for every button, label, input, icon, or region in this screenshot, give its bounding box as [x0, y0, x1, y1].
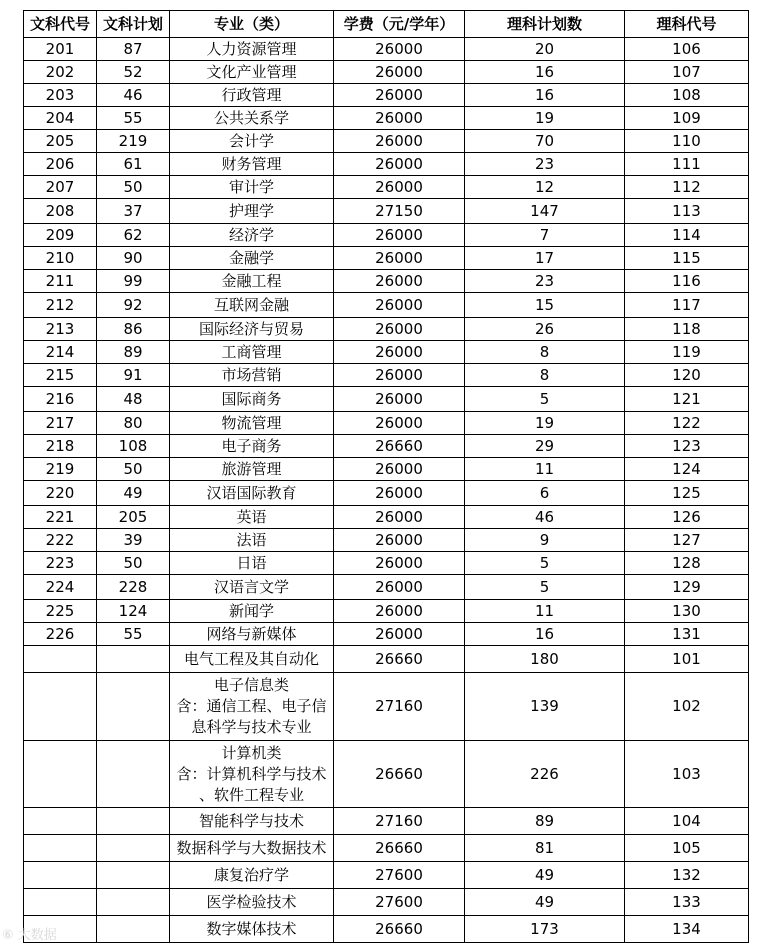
major-line: 会计学 [228, 131, 274, 150]
major-line: 互联网金融 [213, 295, 289, 314]
wk-code-cell [24, 673, 97, 741]
lk-code-cell: 119 [625, 341, 749, 364]
major-line: 汉语言文学 [213, 577, 289, 596]
major-line: 文化产业管理 [206, 62, 297, 81]
table-row [24, 481, 749, 506]
major-cell [170, 862, 334, 889]
lk-code-cell: 120 [625, 364, 749, 387]
table-row [24, 506, 749, 529]
wk-code-cell: 226 [24, 623, 97, 646]
wk-code-cell: 212 [24, 293, 97, 318]
major-cell [170, 889, 334, 916]
fee-cell: 26000 [334, 529, 465, 552]
lk-plan-cell: 89 [465, 808, 625, 835]
major-line: 工商管理 [221, 342, 282, 361]
table-row [24, 552, 749, 575]
major-line: 智能科学与技术 [198, 811, 304, 830]
wk-plan-cell: 99 [97, 270, 170, 293]
table-row [24, 270, 749, 293]
major-cell [170, 412, 334, 435]
lk-code-cell: 122 [625, 412, 749, 435]
major-cell [170, 673, 334, 741]
header-wk-code: 文科代号 [24, 11, 97, 38]
lk-plan-cell: 49 [465, 889, 625, 916]
fee-cell: 26000 [334, 412, 465, 435]
fee-cell: 27160 [334, 673, 465, 741]
major-cell [170, 646, 334, 673]
watermark-text: 大数据 [17, 928, 57, 943]
major-line: 网络与新媒体 [206, 624, 297, 643]
wk-plan-cell: 91 [97, 364, 170, 387]
wk-plan-cell: 87 [97, 38, 170, 61]
major-line: 市场营销 [221, 365, 282, 384]
major-line: 国际经济与贸易 [198, 319, 304, 338]
table-row [24, 435, 749, 458]
major-cell [170, 529, 334, 552]
major-cell [170, 153, 334, 176]
lk-plan-cell: 8 [465, 364, 625, 387]
wk-code-cell: 211 [24, 270, 97, 293]
fee-cell: 26000 [334, 575, 465, 600]
major-line: 国际商务 [221, 389, 282, 408]
fee-cell: 27600 [334, 862, 465, 889]
wk-plan-cell: 52 [97, 61, 170, 84]
table-row [24, 862, 749, 889]
table-row [24, 107, 749, 130]
major-line: 金融学 [228, 248, 274, 267]
table-row [24, 247, 749, 270]
major-line: 电气工程及其自动化 [183, 649, 319, 668]
table-row [24, 673, 749, 741]
major-cell [170, 623, 334, 646]
wk-code-cell: 215 [24, 364, 97, 387]
lk-plan-cell: 26 [465, 318, 625, 341]
wk-code-cell: 203 [24, 84, 97, 107]
table-row [24, 293, 749, 318]
lk-code-cell: 109 [625, 107, 749, 130]
table-row [24, 364, 749, 387]
wk-plan-cell [97, 808, 170, 835]
table-row [24, 153, 749, 176]
major-line: 物流管理 [221, 413, 282, 432]
lk-code-cell: 117 [625, 293, 749, 318]
major-line: 含：通信工程、电子信 [176, 697, 327, 715]
major-line: 数字媒体技术 [206, 919, 297, 938]
header-wk-plan: 文科计划 [97, 11, 170, 38]
wk-code-cell: 213 [24, 318, 97, 341]
lk-code-cell: 134 [625, 916, 749, 943]
lk-plan-cell: 19 [465, 107, 625, 130]
lk-plan-cell: 20 [465, 38, 625, 61]
lk-code-cell: 107 [625, 61, 749, 84]
fee-cell: 26000 [334, 600, 465, 623]
fee-cell: 26000 [334, 623, 465, 646]
fee-cell: 26000 [334, 38, 465, 61]
table-row [24, 130, 749, 153]
table-row [24, 61, 749, 84]
fee-cell: 26000 [334, 293, 465, 318]
wk-plan-cell: 205 [97, 506, 170, 529]
fee-cell: 26000 [334, 364, 465, 387]
lk-plan-cell: 139 [465, 673, 625, 741]
major-cell [170, 61, 334, 84]
wk-plan-cell: 92 [97, 293, 170, 318]
major-cell [170, 808, 334, 835]
fee-cell: 27160 [334, 808, 465, 835]
lk-plan-cell: 5 [465, 552, 625, 575]
wk-plan-cell: 80 [97, 412, 170, 435]
major-line: 电子商务 [221, 436, 282, 455]
major-cell [170, 481, 334, 506]
major-cell [170, 458, 334, 481]
lk-plan-cell: 7 [465, 224, 625, 247]
wk-code-cell [24, 646, 97, 673]
major-cell [170, 199, 334, 224]
wk-plan-cell [97, 862, 170, 889]
table-body [24, 38, 749, 943]
wk-plan-cell: 39 [97, 529, 170, 552]
lk-plan-cell: 19 [465, 412, 625, 435]
table-row [24, 224, 749, 247]
wk-code-cell: 220 [24, 481, 97, 506]
wk-code-cell: 209 [24, 224, 97, 247]
wk-plan-cell: 50 [97, 552, 170, 575]
lk-plan-cell: 180 [465, 646, 625, 673]
wk-plan-cell [97, 889, 170, 916]
major-cell [170, 575, 334, 600]
watermark [2, 924, 57, 943]
lk-code-cell: 131 [625, 623, 749, 646]
fee-cell: 26660 [334, 916, 465, 943]
lk-code-cell: 124 [625, 458, 749, 481]
major-cell [170, 293, 334, 318]
wk-plan-cell: 124 [97, 600, 170, 623]
major-line: 旅游管理 [221, 459, 282, 478]
wk-plan-cell: 89 [97, 341, 170, 364]
major-cell [170, 835, 334, 862]
wk-code-cell: 224 [24, 575, 97, 600]
lk-plan-cell: 49 [465, 862, 625, 889]
wk-code-cell: 221 [24, 506, 97, 529]
major-line: 英语 [236, 507, 267, 526]
fee-cell: 26000 [334, 84, 465, 107]
wk-plan-cell: 50 [97, 176, 170, 199]
fee-cell: 26000 [334, 224, 465, 247]
major-cell [170, 552, 334, 575]
fee-cell: 26000 [334, 506, 465, 529]
major-line: 日语 [236, 553, 267, 572]
admission-plan-table [23, 10, 749, 943]
header-major: 专业（类） [170, 11, 334, 38]
wk-plan-cell: 50 [97, 458, 170, 481]
lk-code-cell: 128 [625, 552, 749, 575]
major-cell [170, 176, 334, 199]
wk-code-cell [24, 889, 97, 916]
major-cell [170, 224, 334, 247]
lk-plan-cell: 173 [465, 916, 625, 943]
lk-plan-cell: 6 [465, 481, 625, 506]
lk-code-cell: 123 [625, 435, 749, 458]
major-line: 财务管理 [221, 154, 282, 173]
fee-cell: 26000 [334, 270, 465, 293]
major-line: 、软件工程专业 [198, 785, 304, 804]
table-row [24, 916, 749, 943]
major-cell [170, 84, 334, 107]
lk-plan-cell: 81 [465, 835, 625, 862]
lk-plan-cell: 226 [465, 741, 625, 808]
major-line: 审计学 [228, 177, 274, 196]
lk-plan-cell: 16 [465, 623, 625, 646]
fee-cell: 26000 [334, 107, 465, 130]
major-cell [170, 318, 334, 341]
lk-plan-cell: 15 [465, 293, 625, 318]
wk-plan-cell [97, 741, 170, 808]
wk-code-cell: 218 [24, 435, 97, 458]
major-line: 行政管理 [221, 85, 282, 104]
major-line: 经济学 [228, 225, 274, 244]
lk-code-cell: 103 [625, 741, 749, 808]
major-cell [170, 247, 334, 270]
major-line: 医学检验技术 [206, 892, 297, 911]
lk-plan-cell: 29 [465, 435, 625, 458]
lk-code-cell: 104 [625, 808, 749, 835]
table-row [24, 529, 749, 552]
table-row [24, 575, 749, 600]
fee-cell: 26000 [334, 341, 465, 364]
major-cell [170, 387, 334, 412]
major-line: 计算机类 [221, 743, 282, 762]
lk-plan-cell: 12 [465, 176, 625, 199]
major-cell [170, 38, 334, 61]
fee-cell: 26000 [334, 387, 465, 412]
wk-plan-cell: 62 [97, 224, 170, 247]
table-row [24, 38, 749, 61]
wk-plan-cell: 49 [97, 481, 170, 506]
lk-code-cell: 114 [625, 224, 749, 247]
major-line: 金融工程 [221, 271, 282, 290]
lk-code-cell: 121 [625, 387, 749, 412]
fee-cell: 26000 [334, 552, 465, 575]
header-lk-plan: 理科计划数 [465, 11, 625, 38]
wk-plan-cell: 55 [97, 107, 170, 130]
wk-code-cell: 223 [24, 552, 97, 575]
major-cell [170, 364, 334, 387]
wk-plan-cell: 108 [97, 435, 170, 458]
major-cell [170, 435, 334, 458]
lk-code-cell: 112 [625, 176, 749, 199]
lk-plan-cell: 9 [465, 529, 625, 552]
major-cell [170, 741, 334, 808]
fee-cell: 26660 [334, 435, 465, 458]
fee-cell: 26660 [334, 646, 465, 673]
major-cell [170, 130, 334, 153]
lk-code-cell: 113 [625, 199, 749, 224]
wk-code-cell: 206 [24, 153, 97, 176]
wk-plan-cell: 55 [97, 623, 170, 646]
major-line: 数据科学与大数据技术 [176, 838, 327, 857]
lk-plan-cell: 11 [465, 458, 625, 481]
wk-code-cell: 201 [24, 38, 97, 61]
wk-code-cell: 225 [24, 600, 97, 623]
lk-plan-cell: 23 [465, 270, 625, 293]
table-row [24, 741, 749, 808]
lk-code-cell: 106 [625, 38, 749, 61]
major-line: 汉语国际教育 [206, 483, 297, 502]
wk-plan-cell [97, 835, 170, 862]
fee-cell: 26000 [334, 318, 465, 341]
fee-cell: 26000 [334, 153, 465, 176]
lk-code-cell: 111 [625, 153, 749, 176]
wk-plan-cell [97, 646, 170, 673]
wk-code-cell: 219 [24, 458, 97, 481]
major-line: 法语 [236, 530, 267, 549]
lk-plan-cell: 11 [465, 600, 625, 623]
major-cell [170, 916, 334, 943]
table-row [24, 623, 749, 646]
lk-plan-cell: 5 [465, 575, 625, 600]
lk-code-cell: 129 [625, 575, 749, 600]
lk-code-cell: 110 [625, 130, 749, 153]
wk-plan-cell: 228 [97, 575, 170, 600]
table-row [24, 808, 749, 835]
wk-code-cell: 202 [24, 61, 97, 84]
lk-plan-cell: 5 [465, 387, 625, 412]
lk-code-cell: 108 [625, 84, 749, 107]
fee-cell: 26000 [334, 130, 465, 153]
table-row [24, 318, 749, 341]
wk-code-cell [24, 808, 97, 835]
fee-cell: 26000 [334, 247, 465, 270]
table-row [24, 889, 749, 916]
fee-cell: 26660 [334, 835, 465, 862]
lk-code-cell: 101 [625, 646, 749, 673]
header-row [24, 11, 749, 38]
lk-code-cell: 126 [625, 506, 749, 529]
lk-plan-cell: 16 [465, 61, 625, 84]
major-cell [170, 107, 334, 130]
watermark-mark: ⑥ [2, 928, 18, 943]
lk-code-cell: 102 [625, 673, 749, 741]
major-line: 康复治疗学 [213, 865, 289, 884]
table-row [24, 387, 749, 412]
wk-plan-cell: 46 [97, 84, 170, 107]
lk-plan-cell: 46 [465, 506, 625, 529]
table-row [24, 458, 749, 481]
wk-code-cell [24, 862, 97, 889]
major-cell [170, 600, 334, 623]
wk-plan-cell [97, 673, 170, 741]
wk-plan-cell: 90 [97, 247, 170, 270]
wk-code-cell: 210 [24, 247, 97, 270]
major-line: 息科学与技术专业 [191, 718, 312, 736]
major-cell [170, 506, 334, 529]
table-row [24, 199, 749, 224]
fee-cell: 26000 [334, 481, 465, 506]
fee-cell: 26000 [334, 176, 465, 199]
lk-code-cell: 133 [625, 889, 749, 916]
header-fee: 学费（元/学年） [334, 11, 465, 38]
wk-plan-cell [97, 916, 170, 943]
wk-code-cell: 204 [24, 107, 97, 130]
lk-code-cell: 105 [625, 835, 749, 862]
major-line: 公共关系学 [213, 108, 289, 127]
wk-code-cell [24, 835, 97, 862]
wk-code-cell: 205 [24, 130, 97, 153]
wk-plan-cell: 37 [97, 199, 170, 224]
lk-plan-cell: 147 [465, 199, 625, 224]
lk-code-cell: 115 [625, 247, 749, 270]
wk-plan-cell: 86 [97, 318, 170, 341]
wk-code-cell: 222 [24, 529, 97, 552]
fee-cell: 26660 [334, 741, 465, 808]
major-line: 护理学 [228, 201, 274, 220]
lk-plan-cell: 23 [465, 153, 625, 176]
major-line: 电子信息类 [213, 676, 289, 694]
lk-code-cell: 130 [625, 600, 749, 623]
major-line: 人力资源管理 [206, 39, 297, 58]
wk-plan-cell: 219 [97, 130, 170, 153]
lk-plan-cell: 70 [465, 130, 625, 153]
major-line: 新闻学 [228, 601, 274, 620]
major-cell [170, 341, 334, 364]
lk-code-cell: 118 [625, 318, 749, 341]
fee-cell: 27150 [334, 199, 465, 224]
lk-code-cell: 132 [625, 862, 749, 889]
fee-cell: 26000 [334, 61, 465, 84]
lk-code-cell: 125 [625, 481, 749, 506]
wk-code-cell [24, 741, 97, 808]
wk-code-cell: 214 [24, 341, 97, 364]
table-row [24, 84, 749, 107]
table-row [24, 176, 749, 199]
lk-plan-cell: 17 [465, 247, 625, 270]
wk-code-cell: 208 [24, 199, 97, 224]
table-row [24, 341, 749, 364]
lk-code-cell: 116 [625, 270, 749, 293]
lk-code-cell: 127 [625, 529, 749, 552]
table-row [24, 412, 749, 435]
fee-cell: 26000 [334, 458, 465, 481]
header-lk-code: 理科代号 [625, 11, 749, 38]
major-cell [170, 270, 334, 293]
table-row [24, 646, 749, 673]
wk-code-cell: 216 [24, 387, 97, 412]
table-row [24, 600, 749, 623]
wk-code-cell: 207 [24, 176, 97, 199]
wk-plan-cell: 48 [97, 387, 170, 412]
fee-cell: 27600 [334, 889, 465, 916]
lk-plan-cell: 8 [465, 341, 625, 364]
lk-plan-cell: 16 [465, 84, 625, 107]
major-line: 含：计算机科学与技术 [176, 764, 327, 783]
wk-code-cell: 217 [24, 412, 97, 435]
wk-plan-cell: 61 [97, 153, 170, 176]
table-row [24, 835, 749, 862]
